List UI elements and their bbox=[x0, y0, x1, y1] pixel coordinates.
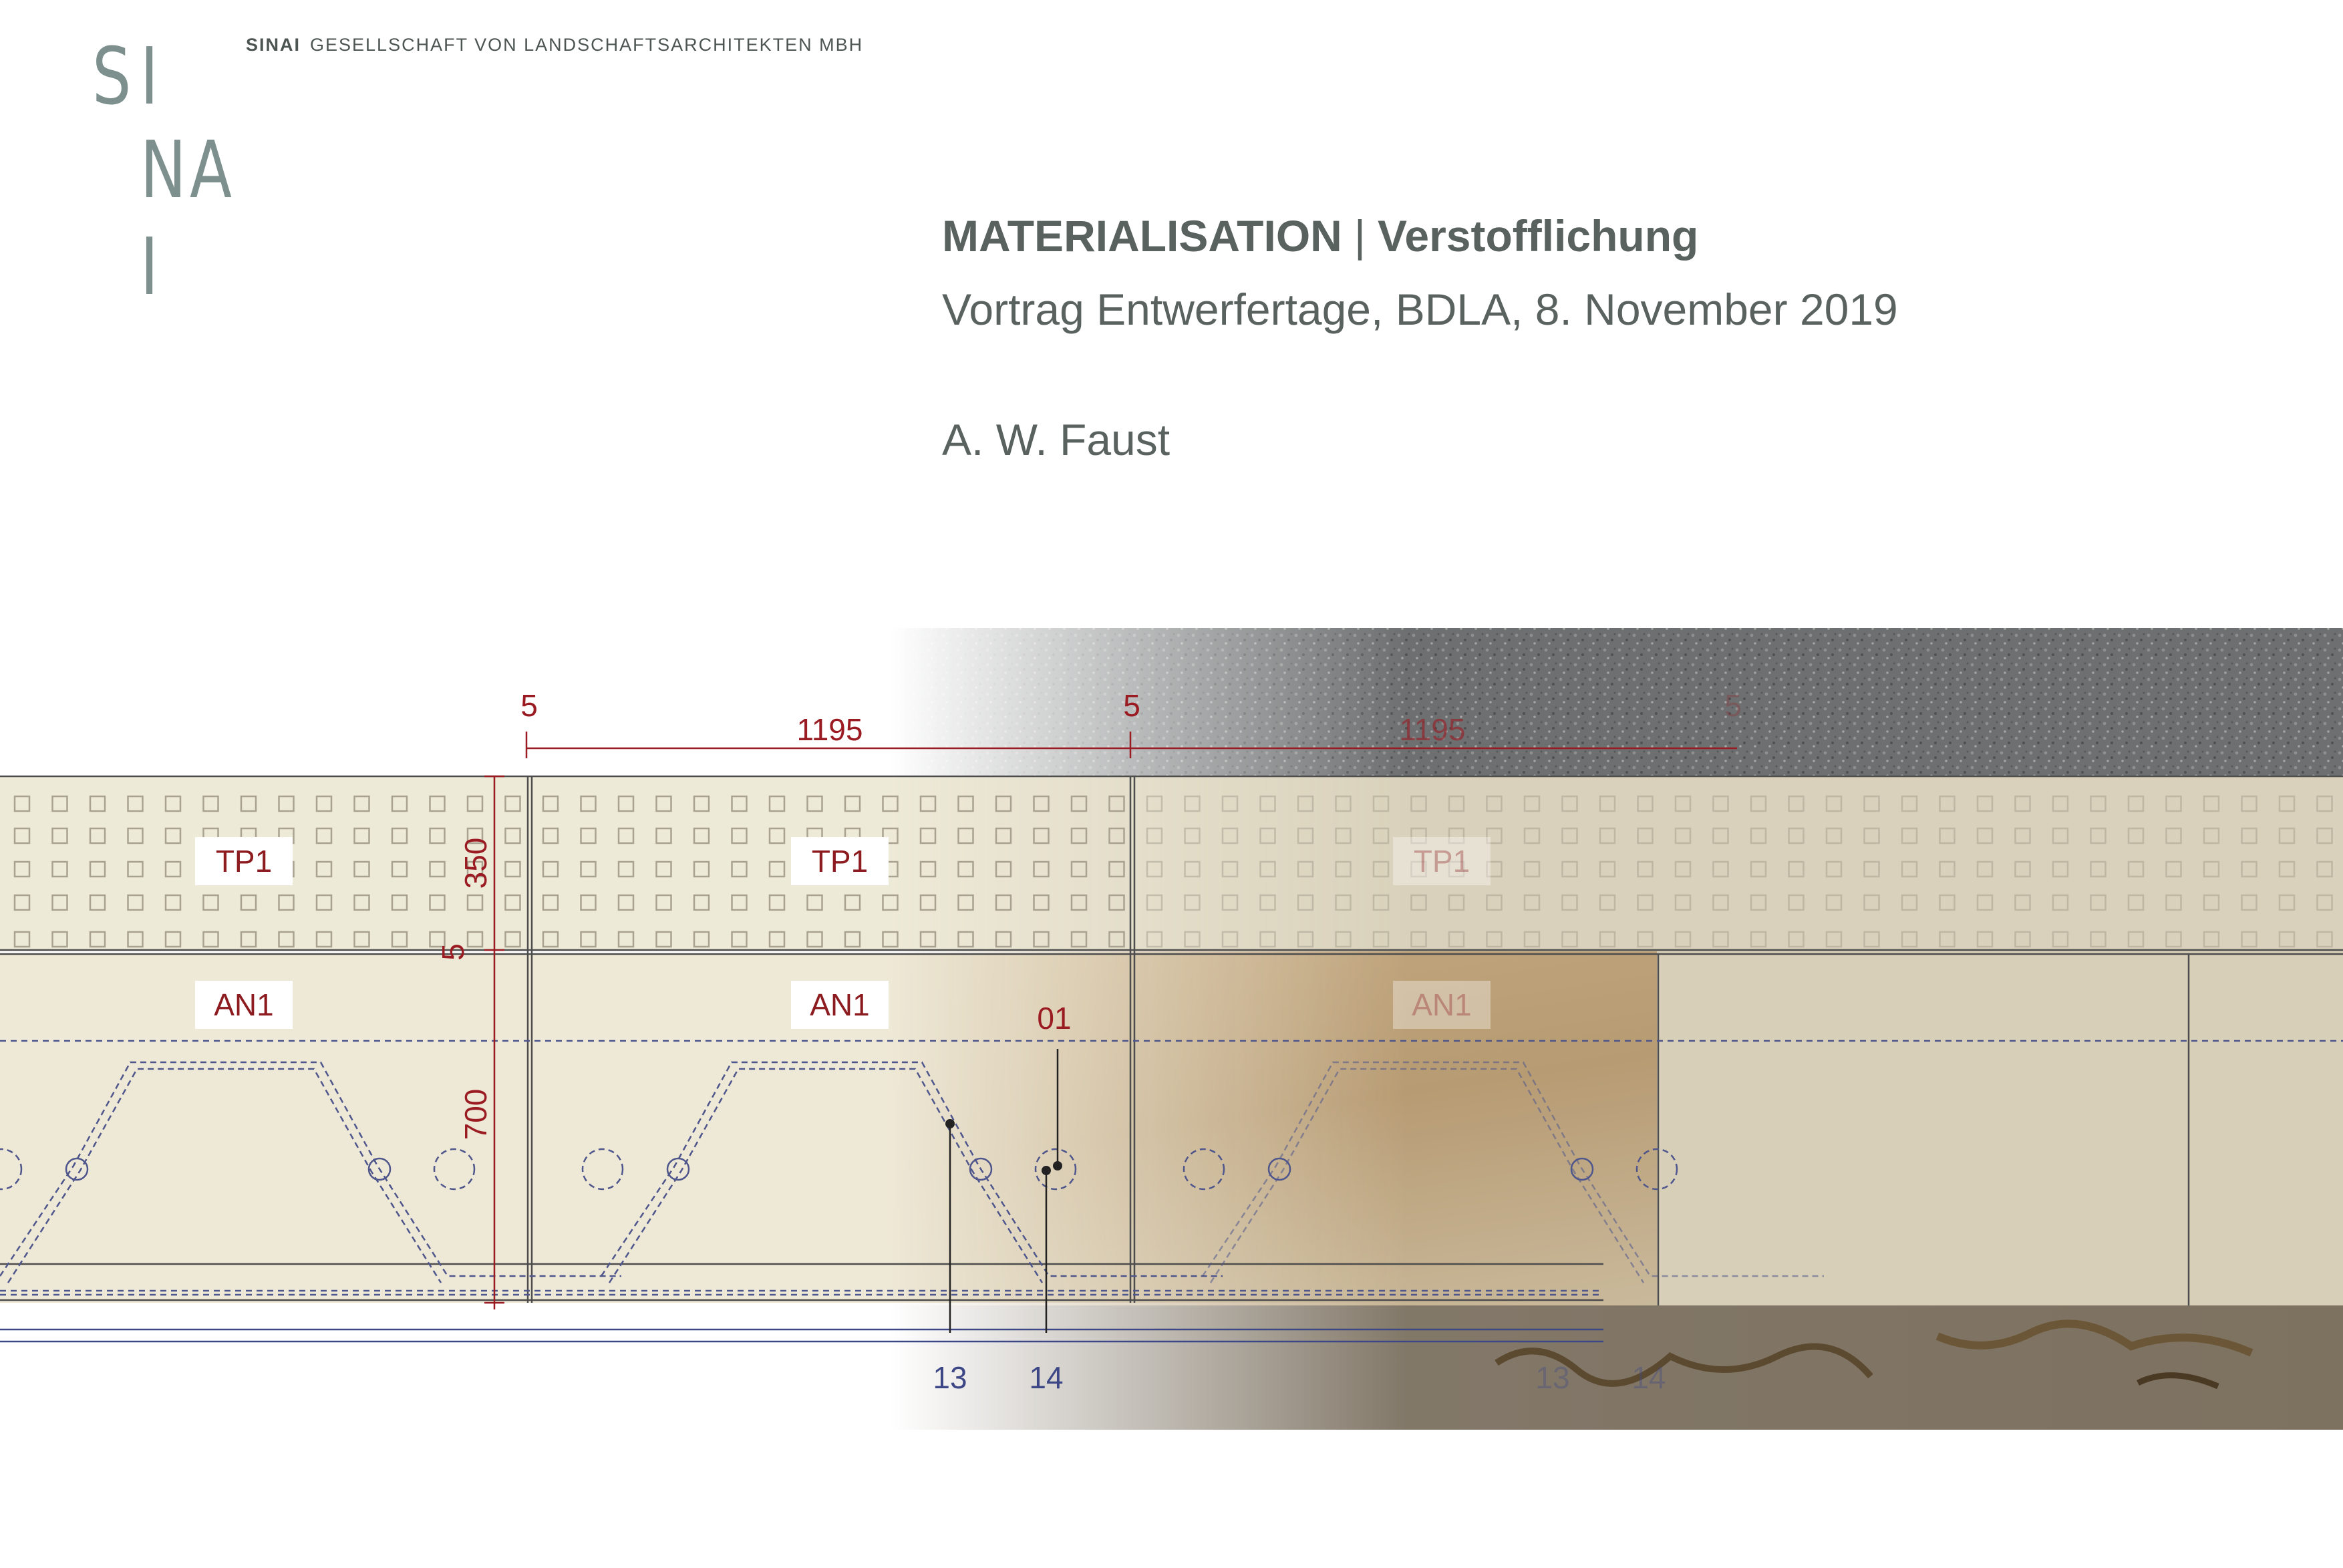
dim-joint-1: 5 bbox=[520, 688, 538, 723]
label-an1-a: AN1 bbox=[214, 987, 274, 1022]
logo-letter-i: I bbox=[140, 30, 159, 122]
label-an1-c: AN1 bbox=[1412, 987, 1472, 1022]
logo-letter-s: S bbox=[92, 30, 132, 122]
dim-joint-2: 5 bbox=[1123, 688, 1140, 723]
logo-letter-a: A bbox=[190, 124, 232, 216]
callout-01: 01 bbox=[1037, 1001, 1072, 1036]
callout-13-faded: 13 bbox=[1535, 1360, 1570, 1395]
callout-14-faded: 14 bbox=[1631, 1360, 1666, 1395]
title-part-a: MATERIALISATION bbox=[942, 211, 1342, 261]
dim-width-1: 1195 bbox=[796, 712, 863, 747]
title-separator: | bbox=[1354, 211, 1366, 261]
dim-bottom-height: 700 bbox=[458, 1088, 493, 1140]
firm-name bbox=[246, 35, 863, 55]
paving-drawing bbox=[0, 628, 2343, 1430]
title-part-b: Verstofflichung bbox=[1378, 211, 1699, 261]
label-tp1-b: TP1 bbox=[811, 844, 869, 879]
subtitle: Vortrag Entwerfertage, BDLA, 8. November 2019 bbox=[942, 285, 1898, 334]
callout-13: 13 bbox=[933, 1360, 967, 1395]
author: A. W. Faust bbox=[942, 415, 1170, 464]
page-title bbox=[942, 210, 1698, 261]
label-an1-b: AN1 bbox=[810, 987, 870, 1022]
logo-letter-i-bottom: I bbox=[140, 220, 159, 313]
logo-letter-n: N bbox=[140, 124, 186, 216]
sinai-logo bbox=[92, 30, 253, 317]
dim-top-height: 350 bbox=[458, 837, 493, 889]
dim-width-2: 1195 bbox=[1399, 712, 1466, 747]
callout-14: 14 bbox=[1029, 1360, 1064, 1395]
dim-joint-3: 5 bbox=[1724, 688, 1742, 723]
firm-full: GESELLSCHAFT VON LANDSCHAFTSARCHITEKTEN MBH bbox=[310, 35, 864, 55]
dim-mid-joint: 5 bbox=[436, 943, 470, 961]
firm-short: SINAI bbox=[246, 35, 301, 55]
label-tp1-a: TP1 bbox=[215, 844, 273, 879]
label-tp1-c: TP1 bbox=[1413, 844, 1470, 879]
